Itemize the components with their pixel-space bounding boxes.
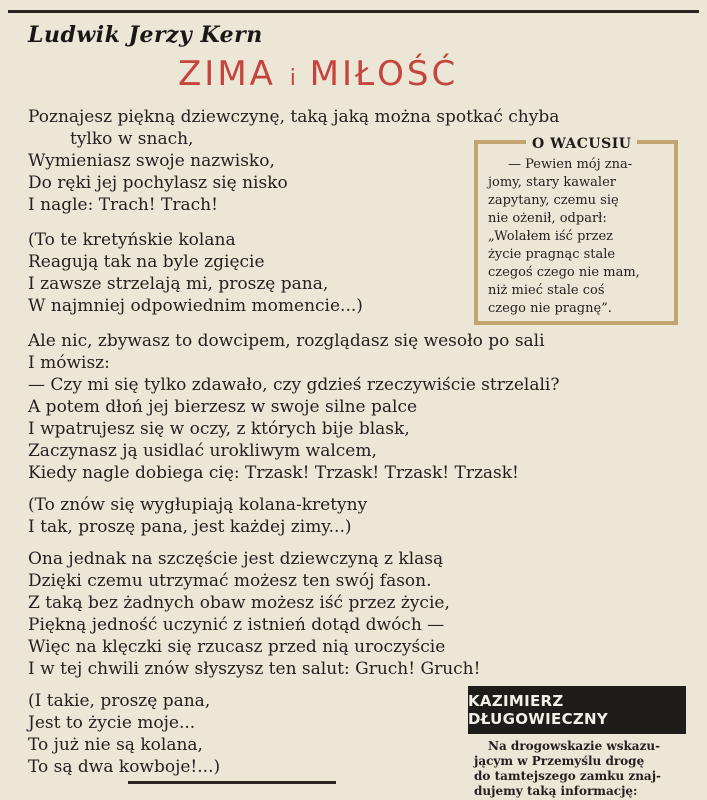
poem-line: Ona jednak na szczęście jest dziewczyną z klasą: [28, 549, 444, 569]
poem-line: — Czy mi się tylko zdawało, czy gdzieś rzeczywiście strzelali?: [28, 375, 560, 395]
poem-line: Wymieniasz swoje nazwisko,: [28, 151, 275, 171]
poem-line: Ale nic, zbywasz to dowcipem, rozglądasz się wesoło po sali: [28, 331, 545, 351]
next-article-line: dujemy taką informację:: [474, 784, 638, 798]
end-rule: [128, 781, 336, 784]
title-word-milosc: MIŁOŚĆ: [309, 54, 459, 94]
poem-line: To już nie są kolana,: [28, 735, 203, 755]
poem-line: tylko w snach,: [70, 129, 194, 149]
sidebar-line: czegoś czego nie mam,: [488, 265, 640, 280]
poem-line: I w tej chwili znów słyszysz ten salut: Gruch! Gruch!: [28, 659, 481, 679]
next-article-line: Na drogowskazie wskazu-: [488, 739, 661, 753]
poem-line: Poznajesz piękną dziewczynę, taką jaką można spotkać chyba: [28, 107, 560, 127]
poem-line: Do ręki jej pochylasz się nisko: [28, 173, 288, 193]
next-article-line: do tamtejszego zamku znaj-: [474, 769, 662, 783]
poem-line: Jest to życie moje...: [28, 713, 196, 733]
poem-line: (I takie, proszę pana,: [28, 691, 211, 711]
poem-line: Więc na klęczki się rzucasz przed nią uroczyście: [28, 637, 446, 657]
poem-line: I wpatrujesz się w oczy, z których bije blask,: [28, 419, 410, 439]
sidebar-line: życie pragnąc stale: [488, 247, 616, 262]
poem-line: Z taką bez żadnych obaw możesz iść przez życie,: [28, 593, 450, 613]
sidebar-box: [474, 136, 678, 325]
poem-line: To są dwa kowboje!...): [28, 757, 221, 777]
sidebar-line: czego nie pragnę”.: [488, 301, 612, 316]
poem-line: Kiedy nagle dobiega cię: Trzask! Trzask! Trzask! Trzask!: [28, 463, 519, 483]
poem-line: I nagle: Trach! Trach!: [28, 195, 218, 215]
poem-line: (To te kretyńskie kolana: [28, 230, 236, 250]
poem-line: I tak, proszę pana, jest każdej zimy...): [28, 517, 352, 537]
poem-line: Dzięki czemu utrzymać możesz ten swój fason.: [28, 571, 432, 591]
sidebar-line: jomy, stary kawaler: [488, 175, 616, 190]
author-name: Ludwik Jerzy Kern: [28, 22, 263, 48]
sidebar-title: O WACUSIU: [526, 136, 637, 152]
sidebar-line: niż mieć stale coś: [488, 283, 605, 298]
next-article-author-banner: KAZIMIERZ DŁUGOWIECZNY: [468, 686, 686, 734]
poem-line: Zaczynasz ją usidlać urokliwym walcem,: [28, 441, 377, 461]
sidebar-line: „Wolałem iść przez: [488, 229, 614, 244]
poem-line: W najmniej odpowiednim momencie...): [28, 296, 363, 316]
sidebar-line: nie ożenił, odparł:: [488, 211, 607, 226]
next-article-line: jącym w Przemyślu drogę: [474, 754, 645, 768]
poem-line: Reagują tak na byle zgięcie: [28, 252, 265, 272]
poem-line: (To znów się wygłupiają kolana-kretyny: [28, 495, 368, 515]
sidebar-line: zapytany, czemu się: [488, 193, 619, 208]
title-word-zima: ZIMA: [178, 54, 276, 94]
poem-line: I mówisz:: [28, 353, 110, 373]
title-word-i: i: [289, 66, 296, 91]
poem-line: Piękną jedność uczynić z istnień dotąd dwóch —: [28, 615, 445, 635]
poem-line: I zawsze strzelają mi, proszę pana,: [28, 274, 329, 294]
sidebar-line: — Pewien mój zna-: [508, 157, 633, 172]
poem-line: A potem dłoń jej bierzesz w swoje silne palce: [28, 397, 418, 417]
